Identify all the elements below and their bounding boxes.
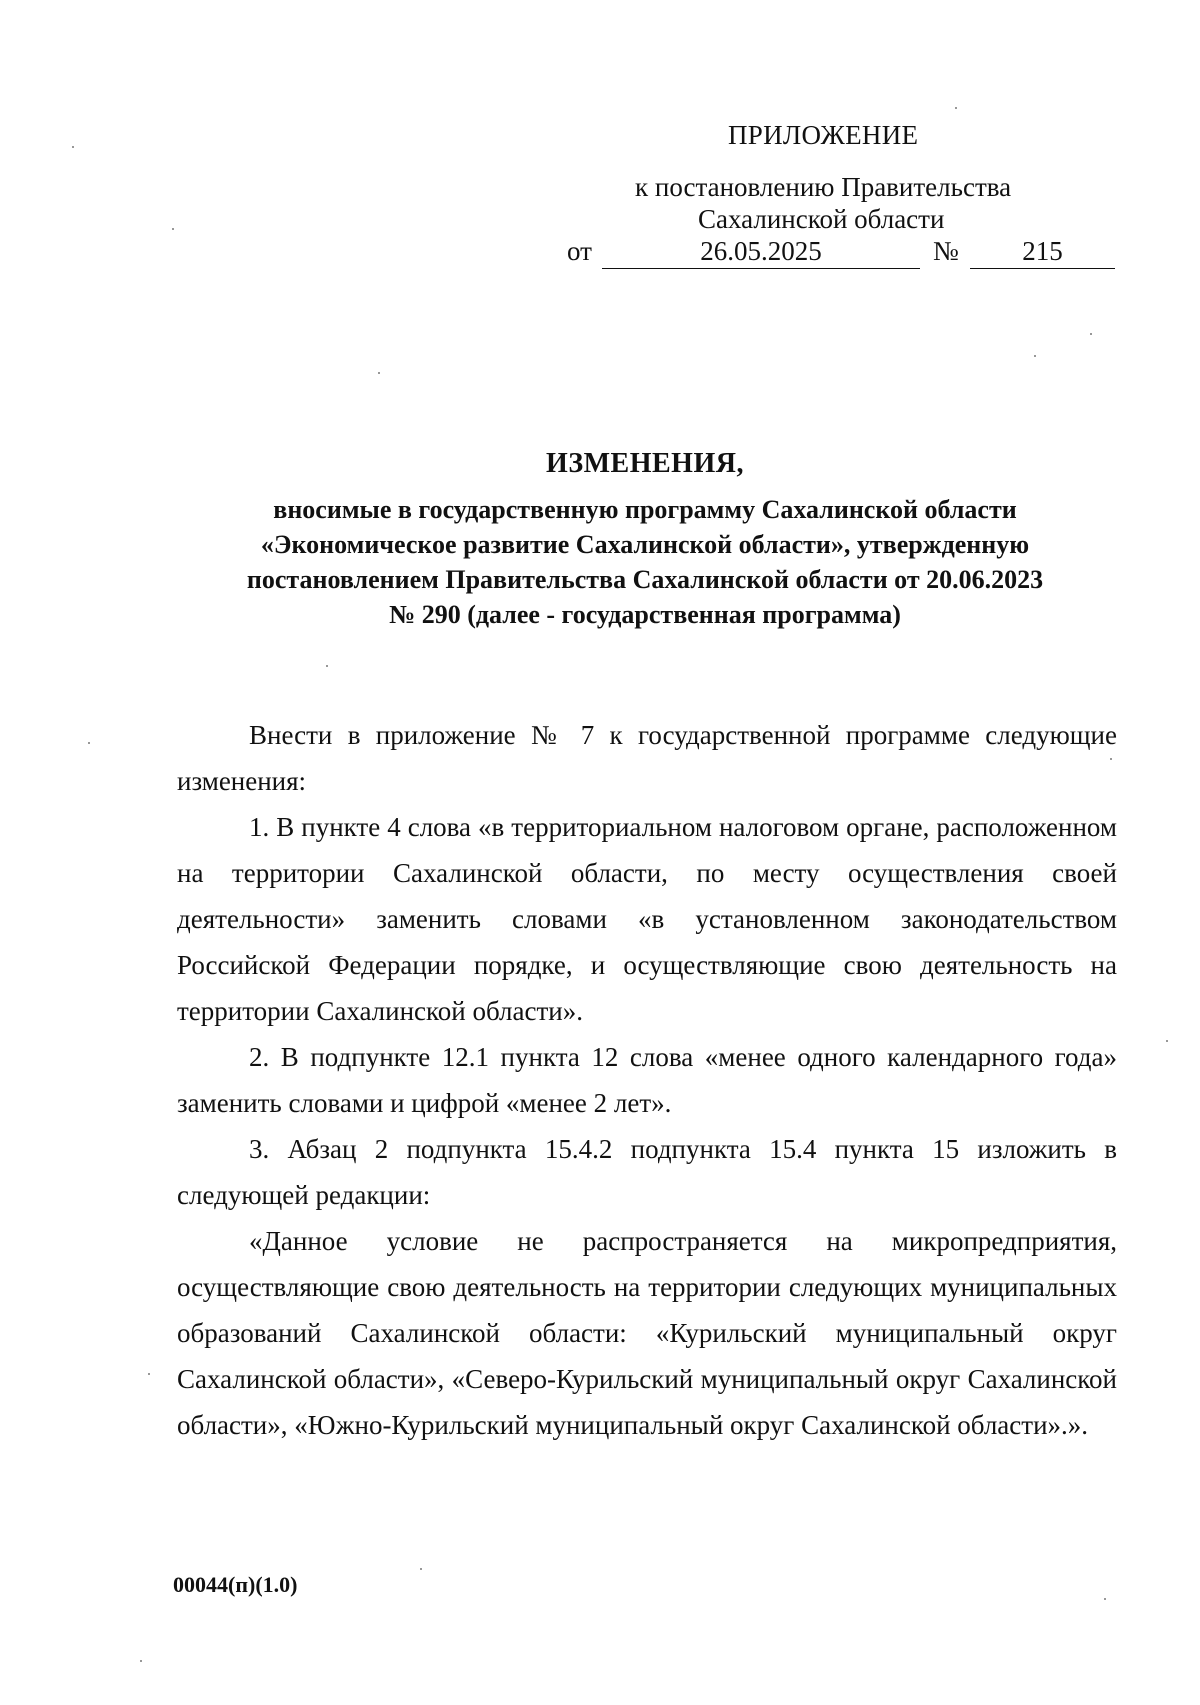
scan-speck — [326, 665, 328, 667]
subtitle-line: вносимые в государственную программу Сахалинской области — [273, 495, 1017, 524]
document-body — [177, 712, 1117, 1448]
quote-paragraph: «Данное условие не распространяется на микропредприятия, осуществляющие свою деятельность на территории следующих муниципальных образований Сахалинской области: «Курильский муниципальный округ Сахалинской области», «Северо-Курильский муниципальный округ Сахалинской области», «Южно-Курильский муниципальный округ Сахалинской области».». — [177, 1226, 1117, 1440]
scan-speck — [378, 372, 380, 374]
item-3-paragraph: 3. Абзац 2 подпункта 15.4.2 подпункта 15.4 пункта 15 изложить в следующей редакции: — [177, 1134, 1117, 1210]
scan-speck — [140, 1660, 142, 1662]
approval-line-1: к постановлению Правительства — [635, 172, 1012, 202]
date-prefix: от — [567, 236, 592, 266]
document-subtitle — [200, 492, 1090, 632]
scan-speck — [148, 1373, 150, 1375]
scan-speck — [955, 107, 957, 109]
approval-date: 26.05.2025 — [602, 236, 920, 269]
form-code: 00044(п)(1.0) — [173, 1572, 298, 1597]
scan-speck — [1166, 1040, 1168, 1042]
approval-title: ПРИЛОЖЕНИЕ — [728, 120, 919, 150]
scan-speck — [1034, 355, 1036, 357]
scan-speck — [88, 742, 90, 744]
intro-paragraph: Внести в приложение № 7 к государственной программе следующие изменения: — [177, 720, 1117, 796]
document-title: ИЗМЕНЕНИЯ, — [546, 448, 744, 479]
subtitle-line: № 290 (далее - государственная программа) — [389, 600, 901, 629]
scan-speck — [1104, 1598, 1106, 1600]
approval-number: 215 — [970, 236, 1115, 269]
subtitle-line: «Экономическое развитие Сахалинской области», утвержденную — [260, 530, 1030, 559]
scan-speck — [420, 1568, 422, 1570]
scan-speck — [172, 228, 174, 230]
approval-date-row — [567, 236, 1117, 272]
number-sign: № — [933, 236, 959, 266]
item-1-paragraph: 1. В пункте 4 слова «в территориальном налоговом органе, расположенном на территории Сахалинской области, по месту осуществления своей деятельности» заменить словами «в установленном законодательством Российской Федерации порядке, и осуществляющие свою деятельность на территории Сахалинской области». — [177, 812, 1117, 1026]
subtitle-line: постановлением Правительства Сахалинской области от 20.06.2023 — [246, 565, 1044, 594]
approval-line-2: Сахалинской области — [698, 204, 945, 234]
scan-speck — [1090, 333, 1092, 335]
scan-speck — [72, 146, 74, 148]
item-2-paragraph: 2. В подпункте 12.1 пункта 12 слова «менее одного календарного года» заменить словами и цифрой «менее 2 лет». — [177, 1042, 1117, 1118]
